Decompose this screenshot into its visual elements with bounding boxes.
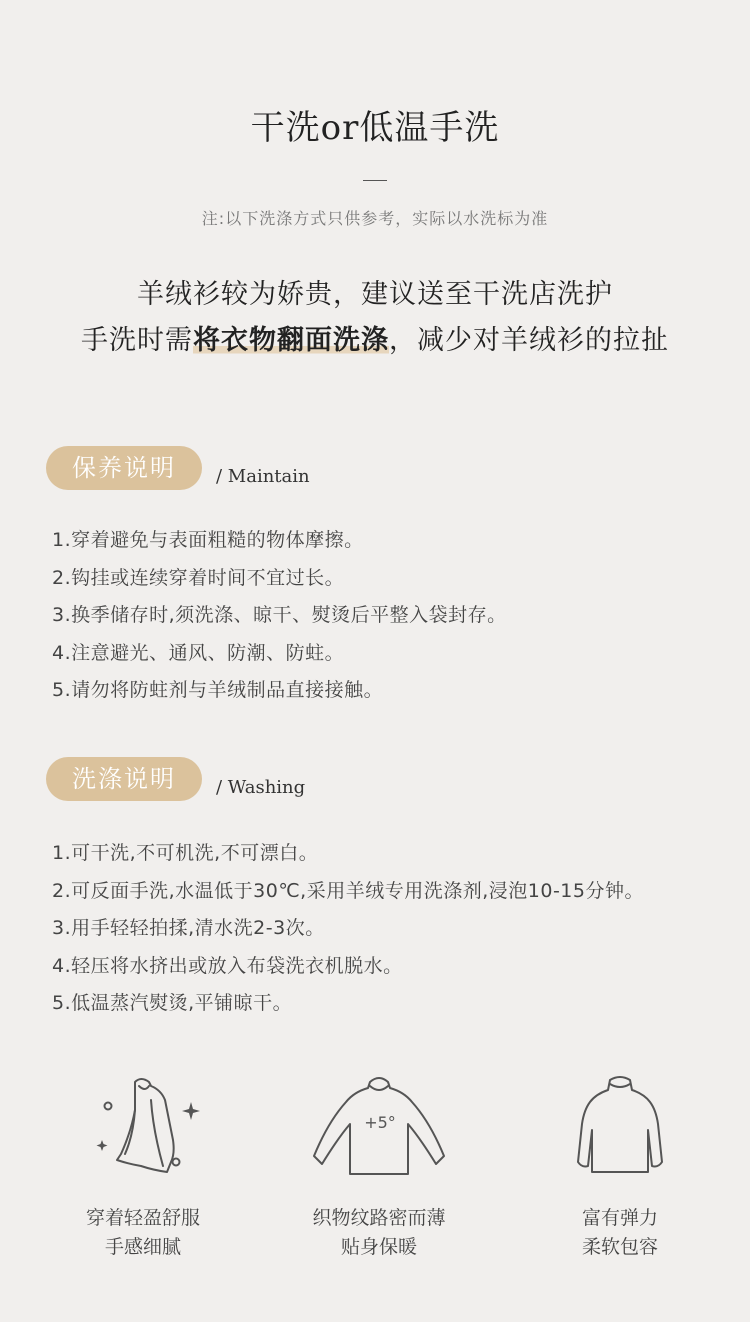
- disclaimer-note: 注:以下洗涤方式只供参考，实际以水洗标为准: [201, 209, 549, 228]
- list-item: 4.轻压将水挤出或放入布袋洗衣机脱水。: [52, 954, 403, 977]
- maintain-subtitle: / Maintain: [216, 466, 310, 487]
- feature-lightweight-line2: 手感细腻: [104, 1236, 181, 1258]
- intro-line-2-suffix: ，减少对羊绒衫的拉扯: [389, 325, 669, 356]
- turtleneck-sweater-icon: [570, 1070, 670, 1180]
- feature-lightweight: [43, 1070, 243, 1262]
- warm-sweater-icon: [304, 1070, 454, 1180]
- feature-elastic-line2: 柔软包容: [581, 1236, 658, 1258]
- feature-elastic: [520, 1070, 720, 1262]
- intro-line-1: 羊绒衫较为娇贵，建议送至干洗店洗护: [137, 279, 613, 310]
- intro-highlight: 将衣物翻面洗涤: [193, 325, 389, 356]
- washing-badge: 洗涤说明: [46, 757, 202, 801]
- list-item: 5.低温蒸汽熨烫,平铺晾干。: [52, 992, 293, 1014]
- title-divider: [363, 180, 387, 181]
- page-title: 干洗or低温手洗: [250, 108, 500, 148]
- feature-warm-line2: 贴身保暖: [340, 1236, 417, 1258]
- list-item: 3.用手轻轻拍揉,清水洗2-3次。: [52, 917, 325, 939]
- list-item: 1.穿着避免与表面粗糙的物体摩擦。: [52, 529, 364, 551]
- feature-elastic-line1: 富有弹力: [581, 1207, 658, 1229]
- washing-subtitle: / Washing: [216, 777, 306, 798]
- maintain-list: [52, 522, 507, 710]
- list-item: 1.可干洗,不可机洗,不可漂白。: [52, 842, 319, 864]
- list-item: 2.可反面手洗,水温低于30℃,采用羊绒专用洗涤剂,浸泡10-15分钟。: [52, 879, 644, 902]
- list-item: 2.钩挂或连续穿着时间不宜过长。: [52, 566, 345, 589]
- warm-badge-text: +5°: [364, 1113, 396, 1132]
- feature-warm-line1: 织物纹路密而薄: [312, 1207, 446, 1229]
- intro-line-2-prefix: 手洗时需: [81, 325, 193, 356]
- maintain-badge: 保养说明: [46, 446, 202, 490]
- feature-warm: [279, 1070, 479, 1262]
- list-item: 3.换季储存时,须洗涤、晾干、熨烫后平整入袋封存。: [52, 604, 507, 626]
- list-item: 4.注意避光、通风、防潮、防蛀。: [52, 641, 345, 664]
- feature-lightweight-line1: 穿着轻盈舒服: [85, 1207, 200, 1229]
- list-item: 5.请勿将防蛀剂与羊绒制品直接接触。: [52, 679, 384, 701]
- sparkle-sweater-icon: [83, 1070, 203, 1180]
- washing-list: [52, 835, 644, 1023]
- intro-line-2: [0, 318, 750, 357]
